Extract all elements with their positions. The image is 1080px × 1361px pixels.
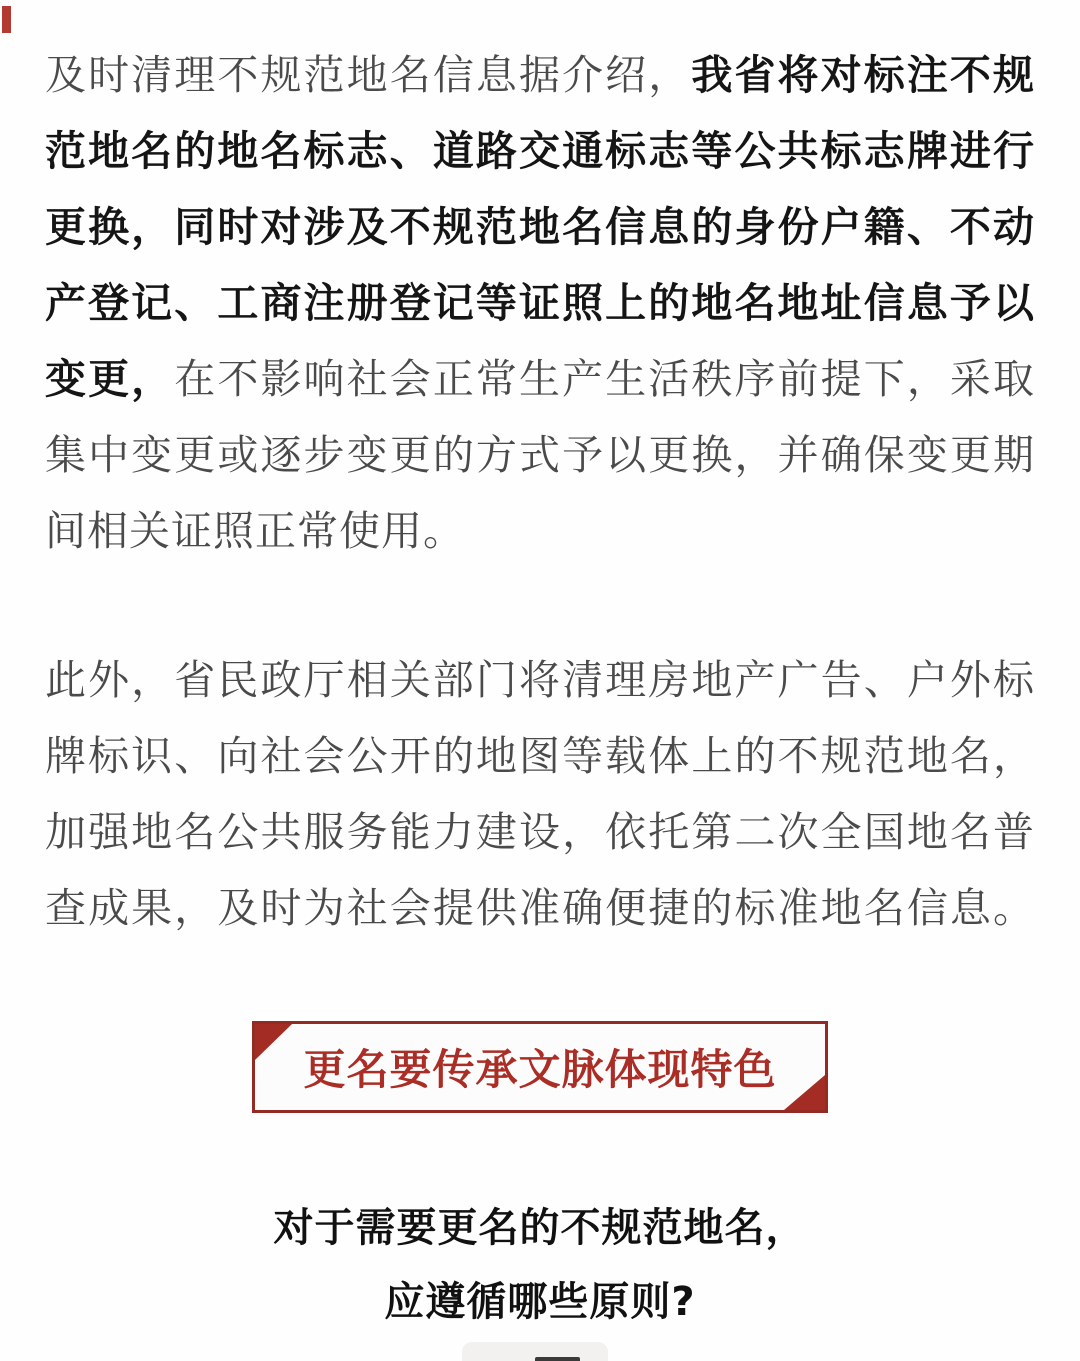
text-run: 在不影响社会正常生产生活秩序前提下，采取 xyxy=(174,355,1036,403)
text-line xyxy=(45,718,1035,794)
question-heading xyxy=(0,1191,1080,1339)
text-run: 及时清理不规范地名信息据介绍， xyxy=(45,51,692,99)
text-run: 范地名的地名标志、道路交通标志等公共标志牌进行 xyxy=(45,127,1035,175)
question-line-2: 应遵循哪些原则? xyxy=(384,1279,696,1325)
article-body xyxy=(45,0,1035,946)
text-line xyxy=(45,265,1035,341)
cropped-bottom-pill-dark-notch xyxy=(535,1357,580,1361)
text-run: 更换，同时对涉及不规范地名信息的身份户籍、不动 xyxy=(45,203,1035,251)
text-run: 变更， xyxy=(45,355,175,403)
question-line-1: 对于需要更名的不规范地名， xyxy=(273,1205,807,1251)
text-line xyxy=(45,870,1035,946)
text-run: 间相关证照正常使用。 xyxy=(45,507,465,555)
text-run: 牌标识、向社会公开的地图等载体上的不规范地名， xyxy=(45,732,1035,780)
article-paragraph-1 xyxy=(45,0,1035,569)
banner-corner-triangle-bottom-right-icon xyxy=(784,1075,825,1110)
text-line xyxy=(45,493,1035,569)
text-line xyxy=(45,794,1035,870)
text-line xyxy=(45,113,1035,189)
text-line xyxy=(45,341,1035,417)
text-line xyxy=(45,417,1035,493)
text-run: 产登记、工商注册登记等证照上的地名地址信息予以 xyxy=(45,279,1035,327)
article-paragraph-2 xyxy=(45,569,1035,946)
text-line xyxy=(45,189,1035,265)
cropped-red-corner-mark xyxy=(2,6,11,33)
section-banner xyxy=(252,1021,828,1113)
text-line xyxy=(45,37,1035,113)
text-run: 此外，省民政厅相关部门将清理房地产广告、户外标 xyxy=(45,656,1035,704)
text-run: 加强地名公共服务能力建设，依托第二次全国地名普 xyxy=(45,808,1035,856)
cropped-bottom-pill xyxy=(462,1342,608,1361)
section-banner-title: 更名要传承文脉体现特色 xyxy=(303,1045,777,1094)
text-line xyxy=(45,642,1035,718)
text-run: 集中变更或逐步变更的方式予以更换，并确保变更期 xyxy=(45,431,1035,479)
text-run: 我省将对标注不规 xyxy=(691,51,1036,99)
banner-corner-triangle-top-left-icon xyxy=(255,1024,292,1060)
text-run: 查成果，及时为社会提供准确便捷的标准地名信息。 xyxy=(45,884,1035,932)
